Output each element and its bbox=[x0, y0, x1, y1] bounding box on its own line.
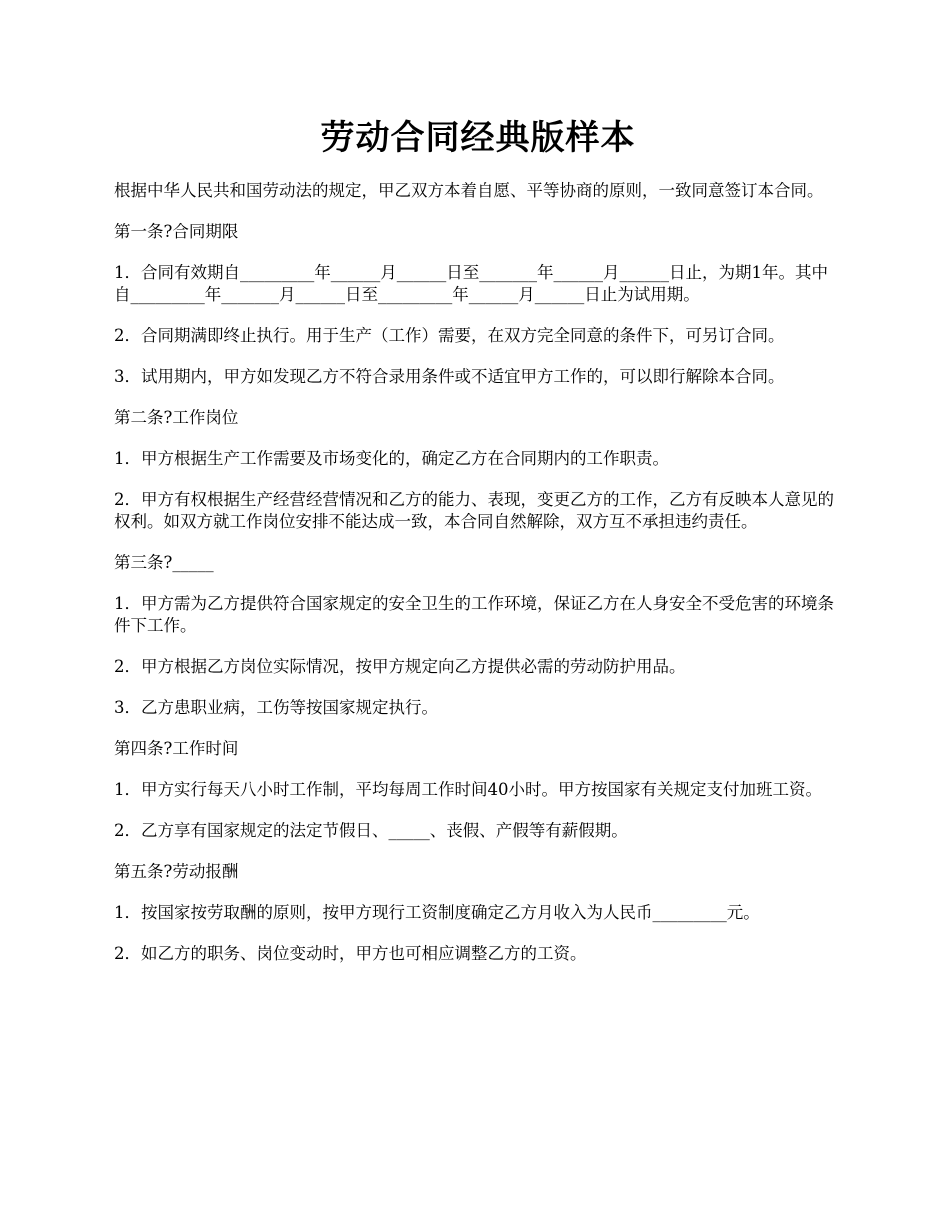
section-heading-2: 第二条?工作岗位 bbox=[114, 408, 239, 427]
section-2-paragraph-1: 1．甲方根据生产工作需要及市场变化的，确定乙方在合同期内的工作职责。 bbox=[114, 449, 669, 468]
section-3-paragraph-2: 2．甲方根据乙方岗位实际情况，按甲方规定向乙方提供必需的劳动防护用品。 bbox=[114, 657, 686, 676]
section-4-paragraph-1: 1．甲方实行每天八小时工作制，平均每周工作时间40小时。甲方按国家有关规定支付加班工资。 bbox=[114, 780, 822, 799]
document-title: 劳动合同经典版样本 bbox=[320, 118, 636, 158]
section-heading-1: 第一条?合同期限 bbox=[114, 222, 239, 241]
section-heading-5: 第五条?劳动报酬 bbox=[114, 862, 239, 881]
section-heading-3: 第三条?_____ bbox=[114, 553, 214, 572]
section-1-paragraph-3: 3．试用期内，甲方如发现乙方不符合录用条件或不适宜甲方工作的，可以即行解除本合同。 bbox=[114, 367, 785, 386]
section-3-paragraph-1: 1．甲方需为乙方提供符合国家规定的安全卫生的工作环境，保证乙方在人身安全不受危害的环境条件下工作。 bbox=[114, 594, 834, 635]
section-1-paragraph-2: 2．合同期满即终止执行。用于生产（工作）需要，在双方完全同意的条件下，可另订合同。 bbox=[114, 326, 785, 345]
section-2-paragraph-2: 2．甲方有权根据生产经营经营情况和乙方的能力、表现，变更乙方的工作，乙方有反映本人意见的权利。如双方就工作岗位安排不能达成一致，本合同自然解除，双方互不承担违约责任。 bbox=[114, 490, 834, 531]
document-page bbox=[114, 108, 842, 984]
section-1-paragraph-1: 1．合同有效期自_________年______月______日至_______年______月______日止，为期1年。其中自_________年_______月______日至_________年______月______日止为试用期。 bbox=[114, 263, 828, 304]
section-4-paragraph-2: 2．乙方享有国家规定的法定节假日、_____、丧假、产假等有薪假期。 bbox=[114, 821, 628, 840]
section-3-paragraph-3: 3．乙方患职业病，工伤等按国家规定执行。 bbox=[114, 698, 438, 717]
intro-paragraph: 根据中华人民共和国劳动法的规定，甲乙双方本着自愿、平等协商的原则，一致同意签订本合同。 bbox=[114, 181, 824, 200]
section-5-paragraph-2: 2．如乙方的职务、岗位变动时，甲方也可相应调整乙方的工资。 bbox=[114, 944, 587, 963]
section-5-paragraph-1: 1．按国家按劳取酬的原则，按甲方现行工资制度确定乙方月收入为人民币_________元。 bbox=[114, 903, 760, 922]
section-heading-4: 第四条?工作时间 bbox=[114, 739, 239, 758]
